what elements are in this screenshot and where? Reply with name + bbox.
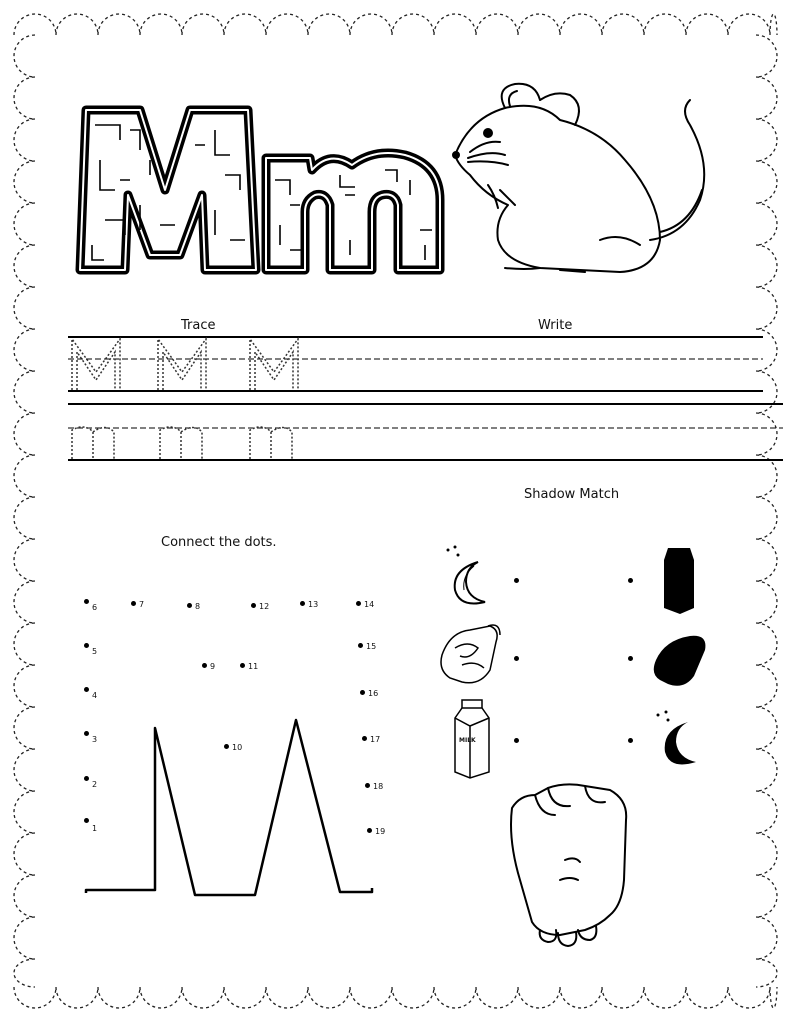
match-dot-left-2[interactable] (514, 656, 519, 661)
dot-point-16 (360, 690, 365, 695)
dot-point-17 (362, 736, 367, 741)
match-dot-right-1[interactable] (628, 578, 633, 583)
mouse-illustration (453, 84, 704, 272)
dot-number-10: 10 (232, 743, 243, 752)
dot-point-2 (84, 776, 89, 781)
dot-point-19 (367, 828, 372, 833)
dot-point-8 (187, 603, 192, 608)
dot-number-4: 4 (92, 691, 98, 700)
dot-number-14: 14 (364, 600, 375, 609)
dot-number-16: 16 (368, 689, 379, 698)
dot-number-7: 7 (139, 600, 145, 609)
asl-hand-sign-m-icon (511, 784, 626, 946)
scalloped-dashed-border (14, 14, 777, 1008)
dot-point-14 (356, 601, 361, 606)
dot-point-10 (224, 744, 229, 749)
dot-to-dot-lines (86, 720, 372, 895)
trace-letters-lower (72, 427, 292, 459)
trace-label: Trace (181, 318, 216, 333)
match-dot-left-1[interactable] (514, 578, 519, 583)
dot-number-3: 3 (92, 735, 98, 744)
handwriting-lines (68, 337, 783, 460)
dot-point-5 (84, 643, 89, 648)
moon-shadow (657, 711, 697, 765)
dot-point-1 (84, 818, 89, 823)
dot-number-6: 6 (92, 603, 98, 612)
write-label: Write (538, 318, 573, 333)
dot-number-18: 18 (373, 782, 384, 791)
dot-number-15: 15 (366, 642, 377, 651)
dot-point-6 (84, 599, 89, 604)
match-dot-right-2[interactable] (628, 656, 633, 661)
block-letter-upper-m (80, 110, 256, 270)
dot-point-12 (251, 603, 256, 608)
map-scroll-shadow (654, 636, 706, 686)
dot-number-2: 2 (92, 780, 98, 789)
block-letter-lower-m (266, 153, 440, 270)
dot-point-18 (365, 783, 370, 788)
dot-number-12: 12 (259, 602, 270, 611)
dot-number-5: 5 (92, 647, 98, 656)
milk-carton-text: MILK (459, 737, 476, 744)
dot-point-3 (84, 731, 89, 736)
trace-letters-upper (72, 339, 298, 390)
match-dot-right-3[interactable] (628, 738, 633, 743)
connect-the-dots-label: Connect the dots. (161, 535, 277, 550)
dot-point-7 (131, 601, 136, 606)
match-dot-left-3[interactable] (514, 738, 519, 743)
moon-icon (447, 546, 486, 604)
dot-point-9 (202, 663, 207, 668)
dot-number-8: 8 (195, 602, 201, 611)
dot-number-9: 9 (210, 662, 216, 671)
dot-number-13: 13 (308, 600, 319, 609)
dot-number-17: 17 (370, 735, 381, 744)
dot-number-11: 11 (248, 662, 259, 671)
milk-carton-shadow (664, 548, 694, 614)
dot-point-13 (300, 601, 305, 606)
dot-point-15 (358, 643, 363, 648)
map-scroll-icon (441, 625, 500, 683)
dot-number-1: 1 (92, 824, 98, 833)
dot-point-11 (240, 663, 245, 668)
shadow-match-label: Shadow Match (524, 487, 620, 502)
dot-number-19: 19 (375, 827, 386, 836)
dot-point-4 (84, 687, 89, 692)
